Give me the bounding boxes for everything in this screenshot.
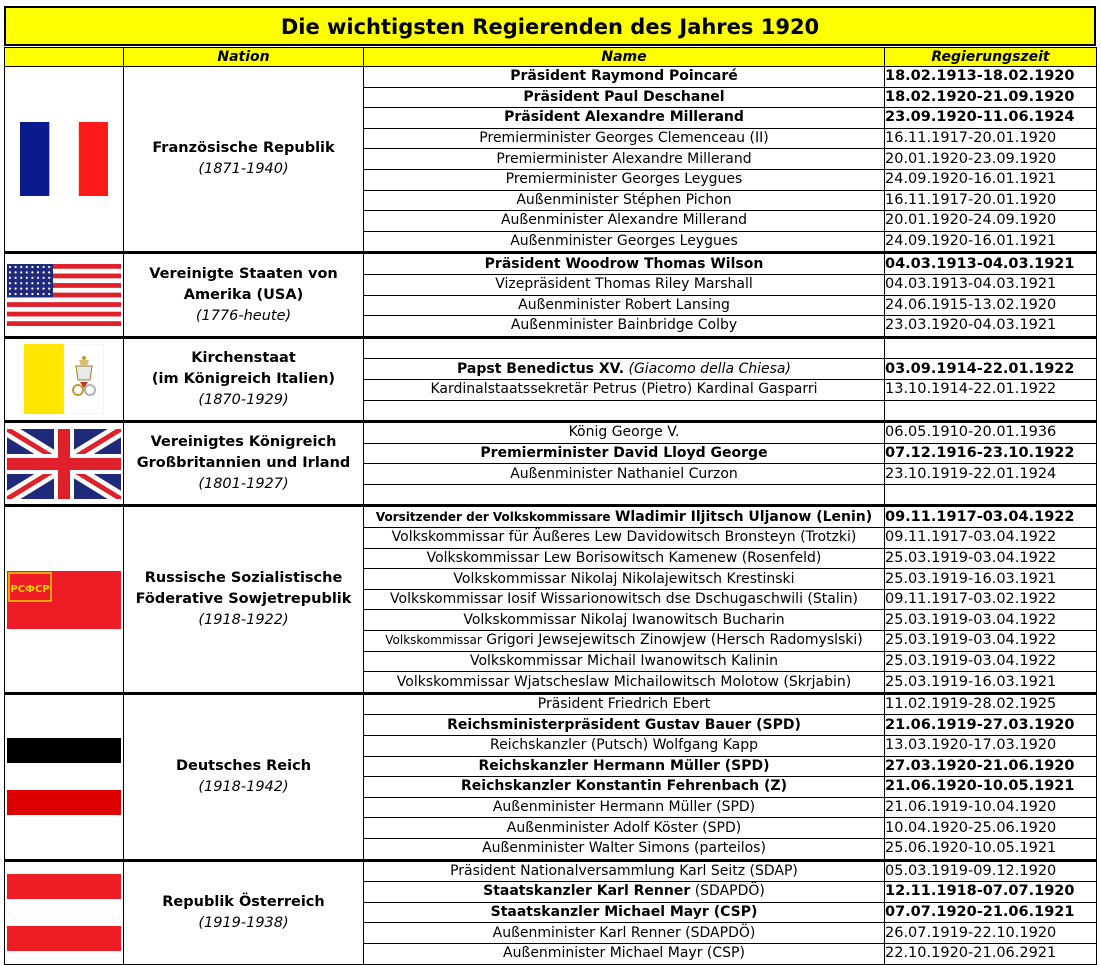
reign-period-cell: 23.10.1919-22.01.1924 [885, 464, 1097, 485]
ruler-name: Außenminister Bainbridge Colby [510, 317, 738, 334]
reign-period-cell: 26.07.1919-22.10.1920 [885, 923, 1097, 944]
ruler-name: Reichskanzler (Putsch) Wolfgang Kapp [489, 737, 758, 754]
ruler-name-cell [364, 838, 885, 860]
ruler-name-cell [364, 422, 885, 444]
reign-period-cell: 24.09.1920-16.01.1921 [885, 169, 1097, 190]
ruler-name: Grigori Jewsejewitsch Zinowjew (Hersch Radomyslski) [486, 632, 863, 649]
nation-name: Deutsches Reich [175, 757, 312, 774]
ruler-name-cell [364, 860, 885, 882]
ruler-name-cell [364, 211, 885, 232]
ruler-name-cell [364, 295, 885, 316]
nation-cell [124, 693, 364, 860]
reign-period-cell: 21.06.1919-27.03.1920 [885, 715, 1097, 736]
uk-flag-icon [5, 422, 124, 506]
ruler-name-cell [364, 190, 885, 211]
ruler-name: Präsident Alexandre Millerand [504, 109, 744, 126]
ruler-name: Reichskanzler Hermann Müller (SPD) [478, 757, 770, 774]
ruler-name: Kardinalstaatssekretär Petrus (Pietro) Kardinal Gasparri [430, 381, 818, 398]
nation-column-header: Nation [124, 48, 364, 67]
reign-period-cell: 12.11.1918-07.07.1920 [885, 882, 1097, 903]
reign-period-cell [885, 337, 1097, 359]
reign-period-cell: 03.09.1914-22.01.1922 [885, 359, 1097, 380]
austria-flag-icon [5, 860, 124, 964]
ruler-name: Wladimir Iljitsch Uljanow (Lenin) [614, 508, 873, 525]
ruler-name: Staatskanzler Karl Renner [483, 883, 691, 900]
reign-period-cell: 11.02.1919-28.02.1925 [885, 693, 1097, 715]
reign-period-cell: 07.12.1916-23.10.1922 [885, 443, 1097, 464]
ruler-name-cell [364, 736, 885, 757]
nation-cell [124, 253, 364, 337]
ruler-name-cell [364, 253, 885, 275]
ruler-name: Außenminister Walter Simons (parteilos) [482, 840, 766, 857]
ruler-name: Papst Benedictus XV. [457, 360, 625, 377]
ruler-name-cell [364, 87, 885, 108]
reign-period-cell [885, 484, 1097, 506]
nation-period: (1776-heute) [195, 307, 292, 324]
nation-name: Amerika (USA) [183, 286, 304, 303]
reign-period-cell: 25.03.1919-03.04.1922 [885, 631, 1097, 652]
nation-cell [124, 422, 364, 506]
ruler-name: Außenminister Georges Leygues [510, 233, 738, 250]
ruler-name: Premierminister Georges Leygues [505, 171, 743, 188]
reign-period-cell: 06.05.1910-20.01.1936 [885, 422, 1097, 444]
nation-period: (1870-1929) [198, 391, 289, 408]
nation-name: Republik Österreich [162, 893, 325, 910]
ruler-name-cell [364, 337, 885, 359]
reign-period-cell [885, 400, 1097, 422]
france-flag-icon [5, 67, 124, 253]
ruler-name-cell [364, 882, 885, 903]
ruler-name-cell [364, 400, 885, 422]
nation-period: (1918-1942) [198, 778, 289, 795]
reign-period-cell: 25.03.1919-16.03.1921 [885, 569, 1097, 590]
ruler-name: Volkskommissar Nikolaj Iwanowitsch Bucharin [463, 611, 785, 628]
ruler-name-cell [364, 379, 885, 400]
reign-period-cell: 18.02.1913-18.02.1920 [885, 67, 1097, 88]
ruler-name-cell [364, 923, 885, 944]
nation-name: Großbritannien und Irland [136, 455, 351, 472]
ruler-name: Volkskommissar Wjatscheslaw Michailowitsch Molotow (Skrjabin) [396, 673, 852, 690]
ruler-name: Reichsministerpräsident Gustav Bauer (SPD) [447, 716, 801, 733]
ruler-party: (SDAPDÖ) [694, 883, 765, 900]
ruler-name: Außenminister Hermann Müller (SPD) [492, 799, 756, 816]
table-row [5, 860, 1097, 882]
period-column-header: Regierungszeit [885, 48, 1097, 67]
nation-name: Vereinigte Staaten von [149, 265, 338, 282]
reign-period-cell: 21.06.1919-10.04.1920 [885, 797, 1097, 818]
ruler-name: Volkskommissar Lew Borisowitsch Kamenew (Rosenfeld) [426, 549, 822, 566]
reign-period-cell: 25.03.1919-16.03.1921 [885, 672, 1097, 694]
ruler-name-cell [364, 756, 885, 777]
ruler-name-cell [364, 693, 885, 715]
ruler-name-cell [364, 589, 885, 610]
ruler-name-cell [364, 231, 885, 253]
ruler-name-cell [364, 631, 885, 652]
table-row [5, 67, 1097, 88]
ruler-name-cell [364, 943, 885, 964]
ruler-name-cell [364, 316, 885, 338]
ruler-name: Präsident Raymond Poincaré [510, 68, 738, 85]
rulers-table [4, 47, 1097, 965]
reign-period-cell: 25.03.1919-03.04.1922 [885, 651, 1097, 672]
reign-period-cell: 27.03.1920-21.06.1920 [885, 756, 1097, 777]
ruler-name: Staatskanzler Michael Mayr (CSP) [490, 904, 758, 921]
nation-name: Französische Republik [152, 140, 335, 157]
ruler-name-cell [364, 67, 885, 88]
ruler-name: Präsident Nationalversammlung Karl Seitz (SDAP) [450, 862, 798, 879]
reign-period-cell: 16.11.1917-20.01.1920 [885, 128, 1097, 149]
ruler-name-cell [364, 715, 885, 736]
usa-flag-icon [5, 253, 124, 337]
ruler-name-cell [364, 506, 885, 528]
nation-cell [124, 67, 364, 253]
reign-period-cell: 25.03.1919-03.04.1922 [885, 548, 1097, 569]
reign-period-cell: 04.03.1913-04.03.1921 [885, 253, 1097, 275]
ruler-name: Volkskommissar für Äußeres Lew Davidowitsch Bronsteyn (Trotzki) [391, 529, 857, 546]
table-row [5, 506, 1097, 528]
ruler-name: Präsident Friedrich Ebert [537, 696, 711, 713]
reign-period-cell: 24.06.1915-13.02.1920 [885, 295, 1097, 316]
reign-period-cell: 25.03.1919-03.04.1922 [885, 610, 1097, 631]
reign-period-cell: 09.11.1917-03.04.1922 [885, 506, 1097, 528]
ruler-name-cell [364, 464, 885, 485]
ruler-name: Vizepräsident Thomas Riley Marshall [495, 276, 753, 293]
nation-name: Russische Sozialistische [144, 570, 343, 587]
nation-cell [124, 860, 364, 964]
ruler-name: Volkskommissar Iosif Wissarionowitsch dse Dschugaschwili (Stalin) [390, 591, 858, 608]
reign-period-cell: 24.09.1920-16.01.1921 [885, 231, 1097, 253]
ruler-name: Außenminister Robert Lansing [518, 296, 730, 313]
nation-period: (1919-1938) [198, 914, 289, 931]
ruler-title-prefix: Volkskommissar [385, 633, 482, 648]
nation-cell [124, 337, 364, 421]
table-row [5, 337, 1097, 359]
reign-period-cell: 04.03.1913-04.03.1921 [885, 274, 1097, 295]
nation-period: (1918-1922) [198, 612, 289, 629]
nation-name: Kirchenstaat [191, 349, 296, 366]
reign-period-cell: 09.11.1917-03.02.1922 [885, 589, 1097, 610]
svg-text:РСФСР: РСФСР [10, 583, 50, 595]
reign-period-cell: 20.01.1920-24.09.1920 [885, 211, 1097, 232]
ruler-name-cell [364, 672, 885, 694]
reign-period-cell: 05.03.1919-09.12.1920 [885, 860, 1097, 882]
ruler-name-cell [364, 651, 885, 672]
nation-name: Vereinigtes Königreich [150, 434, 337, 451]
ruler-name: König George V. [568, 424, 680, 441]
reign-period-cell: 13.03.1920-17.03.1920 [885, 736, 1097, 757]
ruler-name: Premierminister Georges Clemenceau (II) [479, 130, 769, 147]
ruler-name-cell [364, 484, 885, 506]
ruler-name: Volkskommissar Nikolaj Nikolajewitsch Krestinski [453, 570, 795, 587]
ruler-civil-name: (Giacomo della Chiesa) [628, 360, 791, 377]
rsfsr-flag-icon [5, 506, 124, 693]
ruler-name-cell [364, 569, 885, 590]
reign-period-cell: 10.04.1920-25.06.1920 [885, 818, 1097, 839]
ruler-name: Premierminister Alexandre Millerand [496, 150, 752, 167]
ruler-name: Außenminister Nathaniel Curzon [510, 465, 738, 482]
ruler-name-cell [364, 818, 885, 839]
reign-period-cell: 25.06.1920-10.05.1921 [885, 838, 1097, 860]
ruler-name: Reichskanzler Konstantin Fehrenbach (Z) [461, 778, 787, 795]
ruler-name-cell [364, 528, 885, 549]
reign-period-cell: 23.03.1920-04.03.1921 [885, 316, 1097, 338]
reign-period-cell: 13.10.1914-22.01.1922 [885, 379, 1097, 400]
nation-name: Föderative Sowjetrepublik [135, 591, 352, 608]
reign-period-cell: 16.11.1917-20.01.1920 [885, 190, 1097, 211]
ruler-name: Außenminister Adolf Köster (SPD) [506, 819, 742, 836]
papal-states-flag-icon [5, 337, 124, 421]
ruler-name: Volkskommissar Michail Iwanowitsch Kalinin [469, 652, 779, 669]
table-row [5, 693, 1097, 715]
ruler-name-cell [364, 797, 885, 818]
ruler-name: Außenminister Karl Renner (SDAPDÖ) [492, 924, 756, 941]
reign-period-cell: 20.01.1920-23.09.1920 [885, 149, 1097, 170]
ruler-name: Außenminister Alexandre Millerand [500, 212, 748, 229]
ruler-name: Präsident Paul Deschanel [523, 88, 725, 105]
reign-period-cell: 23.09.1920-11.06.1924 [885, 108, 1097, 129]
table-row [5, 253, 1097, 275]
nation-name: (im Königreich Italien) [151, 370, 336, 387]
name-column-header: Name [364, 48, 885, 67]
ruler-name-cell [364, 128, 885, 149]
ruler-name-cell [364, 777, 885, 798]
table-row [5, 422, 1097, 444]
ruler-name-cell [364, 149, 885, 170]
reign-period-cell: 22.10.1920-21.06.2921 [885, 943, 1097, 964]
nation-period: (1871-1940) [198, 161, 289, 178]
ruler-name-cell [364, 548, 885, 569]
flag-column-header [5, 48, 124, 67]
ruler-name: Präsident Woodrow Thomas Wilson [484, 255, 764, 272]
reign-period-cell: 09.11.1917-03.04.1922 [885, 528, 1097, 549]
ruler-name-cell [364, 610, 885, 631]
reign-period-cell: 07.07.1920-21.06.1921 [885, 902, 1097, 923]
reign-period-cell: 18.02.1920-21.09.1920 [885, 87, 1097, 108]
ruler-title-prefix: Vorsitzender der Volkskommissare [375, 509, 611, 524]
ruler-name: Außenminister Stéphen Pichon [516, 191, 732, 208]
header-row [5, 48, 1097, 67]
nation-cell [124, 506, 364, 693]
ruler-name-cell [364, 274, 885, 295]
ruler-name-cell [364, 108, 885, 129]
ruler-name: Außenminister Michael Mayr (CSP) [503, 945, 745, 962]
ruler-name-cell [364, 359, 885, 380]
nation-period: (1801-1927) [198, 476, 289, 493]
ruler-name: Premierminister David Lloyd George [480, 444, 768, 461]
page-title: Die wichtigsten Regierenden des Jahres 1920 [4, 6, 1096, 46]
reign-period-cell: 21.06.1920-10.05.1921 [885, 777, 1097, 798]
german-empire-flag-icon [5, 693, 124, 860]
ruler-name-cell [364, 902, 885, 923]
ruler-name-cell [364, 443, 885, 464]
ruler-name-cell [364, 169, 885, 190]
